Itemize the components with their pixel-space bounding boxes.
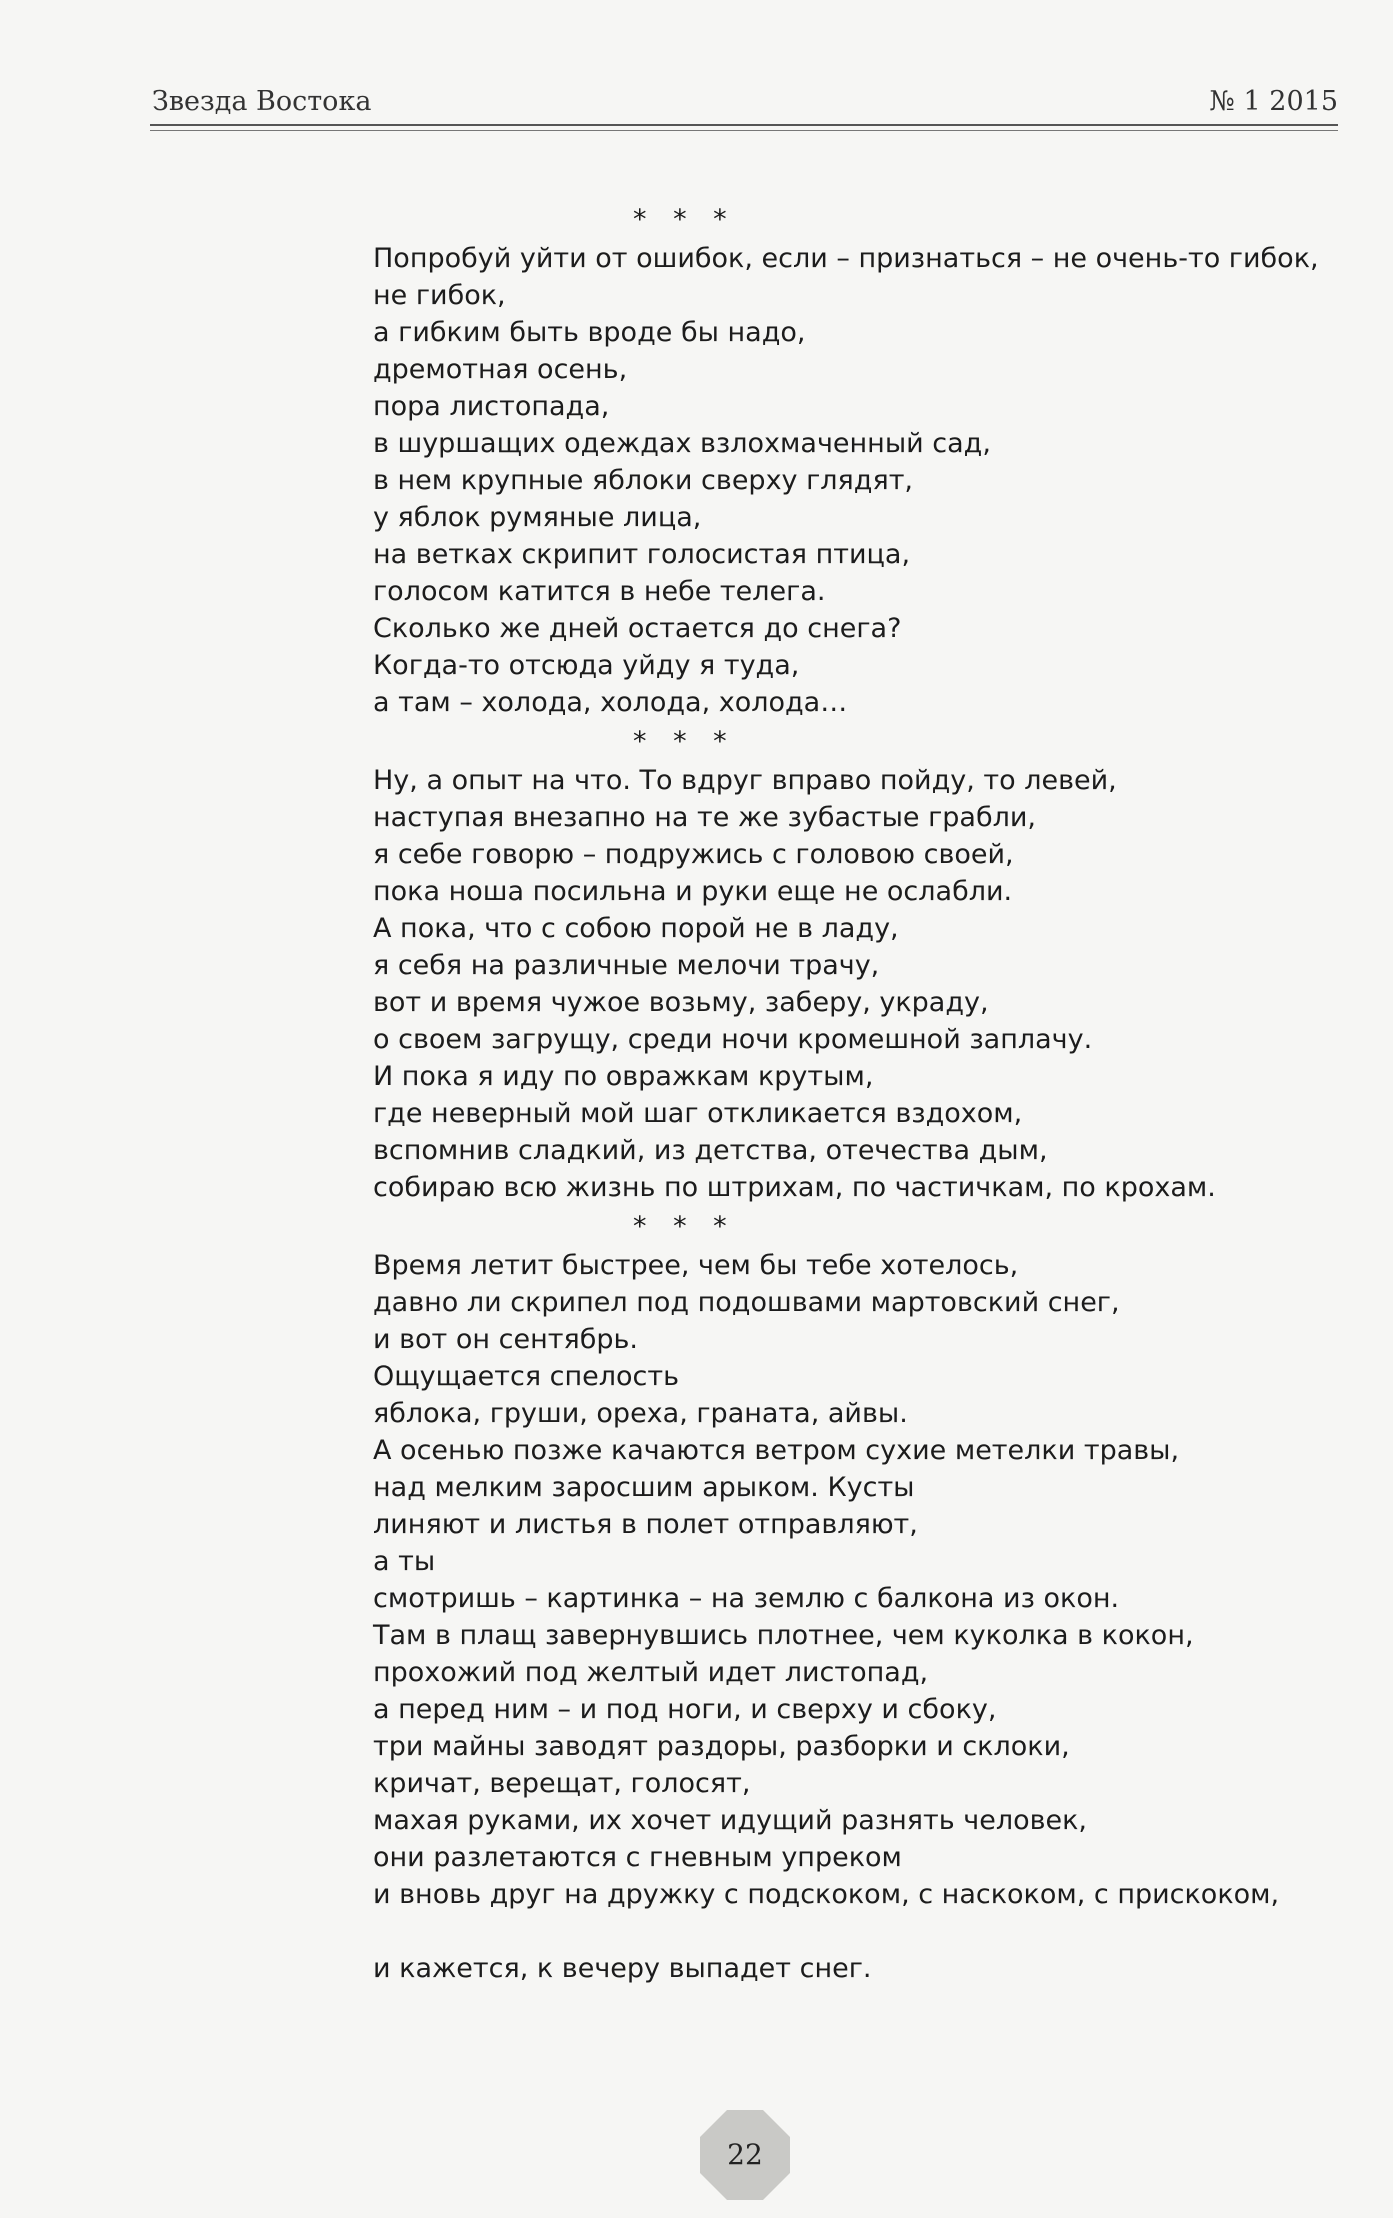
poem-line: махая руками, их хочет идущий разнять человек,	[373, 1805, 1088, 1836]
poem-line: Ощущается спелость	[373, 1361, 680, 1392]
poem-line: пора листопада,	[373, 391, 610, 422]
stanza-gap	[373, 1913, 1333, 1950]
poem-line: в шуршащих одеждах взлохмаченный сад,	[373, 428, 991, 459]
header-rule	[150, 124, 1338, 126]
page-number: 22	[727, 2138, 763, 2171]
poem-line: вспомнив сладкий, из детства, отечества дым,	[373, 1135, 1048, 1166]
poem-line: не гибок,	[373, 280, 506, 311]
poem-line: Сколько же дней остается до снега?	[373, 613, 902, 644]
poem-line: над мелким заросшим арыком. Кусты	[373, 1472, 915, 1503]
poem-line: прохожий под желтый идет листопад,	[373, 1657, 929, 1688]
poem-line: они разлетаются с гневным упреком	[373, 1842, 902, 1873]
poem-line: смотришь – картинка – на землю с балкона из окон.	[373, 1583, 1120, 1614]
poem	[373, 240, 1333, 721]
poem-line: вот и время чужое возьму, заберу, украду,	[373, 987, 989, 1018]
poem-line: в нем крупные яблоки сверху глядят,	[373, 465, 914, 496]
poem-line: Ну, а опыт на что. То вдруг вправо пойду, то левей,	[373, 765, 1117, 796]
poem-line: три майны заводят раздоры, разборки и склоки,	[373, 1731, 1070, 1762]
poem-line: где неверный мой шаг откликается вздохом,	[373, 1098, 1023, 1129]
poem-line: о своем загрущу, среди ночи кромешной заплачу.	[373, 1024, 1093, 1055]
section-divider-stars: * * *	[633, 204, 736, 235]
poem-line: Попробуй уйти от ошибок, если – признаться – не очень-то гибок,	[373, 243, 1319, 274]
journal-title: Звезда Востока	[152, 86, 372, 117]
poem-line: Там в плащ завернувшись плотнее, чем куколка в кокон,	[373, 1620, 1194, 1651]
poem-line: а ты	[373, 1546, 436, 1577]
poem-line: Когда-то отсюда уйду я туда,	[373, 650, 800, 681]
header-rule-thin	[150, 130, 1338, 131]
poems-column	[373, 200, 1333, 1987]
section-divider-stars: * * *	[633, 1211, 736, 1242]
poem	[373, 762, 1333, 1206]
poem-line: голосом катится в небе телега.	[373, 576, 826, 607]
poem-line: и кажется, к вечеру выпадет снег.	[373, 1953, 872, 1984]
poem-line: линяют и листья в полет отправляют,	[373, 1509, 918, 1540]
running-header	[150, 86, 1338, 132]
poem-line: и вот он сентябрь.	[373, 1324, 638, 1355]
poem-line: А пока, что с собою порой не в ладу,	[373, 913, 899, 944]
poem-line: я себе говорю – подружись с головою своей,	[373, 839, 1014, 870]
poem-line: дремотная осень,	[373, 354, 628, 385]
section-divider-stars: * * *	[633, 726, 736, 757]
poem-line: на ветках скрипит голосистая птица,	[373, 539, 911, 570]
poem-line: у яблок румяные лица,	[373, 502, 702, 533]
poem-line: яблока, груши, ореха, граната, айвы.	[373, 1398, 908, 1429]
page-number-badge	[700, 2110, 790, 2200]
poem-line: пока ноша посильна и руки еще не ослабли.	[373, 876, 1013, 907]
poem	[373, 1247, 1333, 1987]
poem-line: а там – холода, холода, холода…	[373, 687, 848, 718]
poem-line: А осенью позже качаются ветром сухие метелки травы,	[373, 1435, 1180, 1466]
poem-line: а гибким быть вроде бы надо,	[373, 317, 806, 348]
poem-line: а перед ним – и под ноги, и сверху и сбоку,	[373, 1694, 997, 1725]
poem-line: собираю всю жизнь по штрихам, по частичкам, по крохам.	[373, 1172, 1216, 1203]
poem-line: кричат, верещат, голосят,	[373, 1768, 751, 1799]
poem-line: я себя на различные мелочи трачу,	[373, 950, 880, 981]
poem-line: Время летит быстрее, чем бы тебе хотелось,	[373, 1250, 1019, 1281]
issue-number: № 1 2015	[1209, 86, 1338, 117]
poem-line: И пока я иду по овражкам крутым,	[373, 1061, 874, 1092]
poem-line: давно ли скрипел под подошвами мартовский снег,	[373, 1287, 1120, 1318]
poem-line: и вновь друг на дружку с подскоком, с наскоком, с прискоком,	[373, 1879, 1280, 1910]
poem-line: наступая внезапно на те же зубастые грабли,	[373, 802, 1037, 833]
